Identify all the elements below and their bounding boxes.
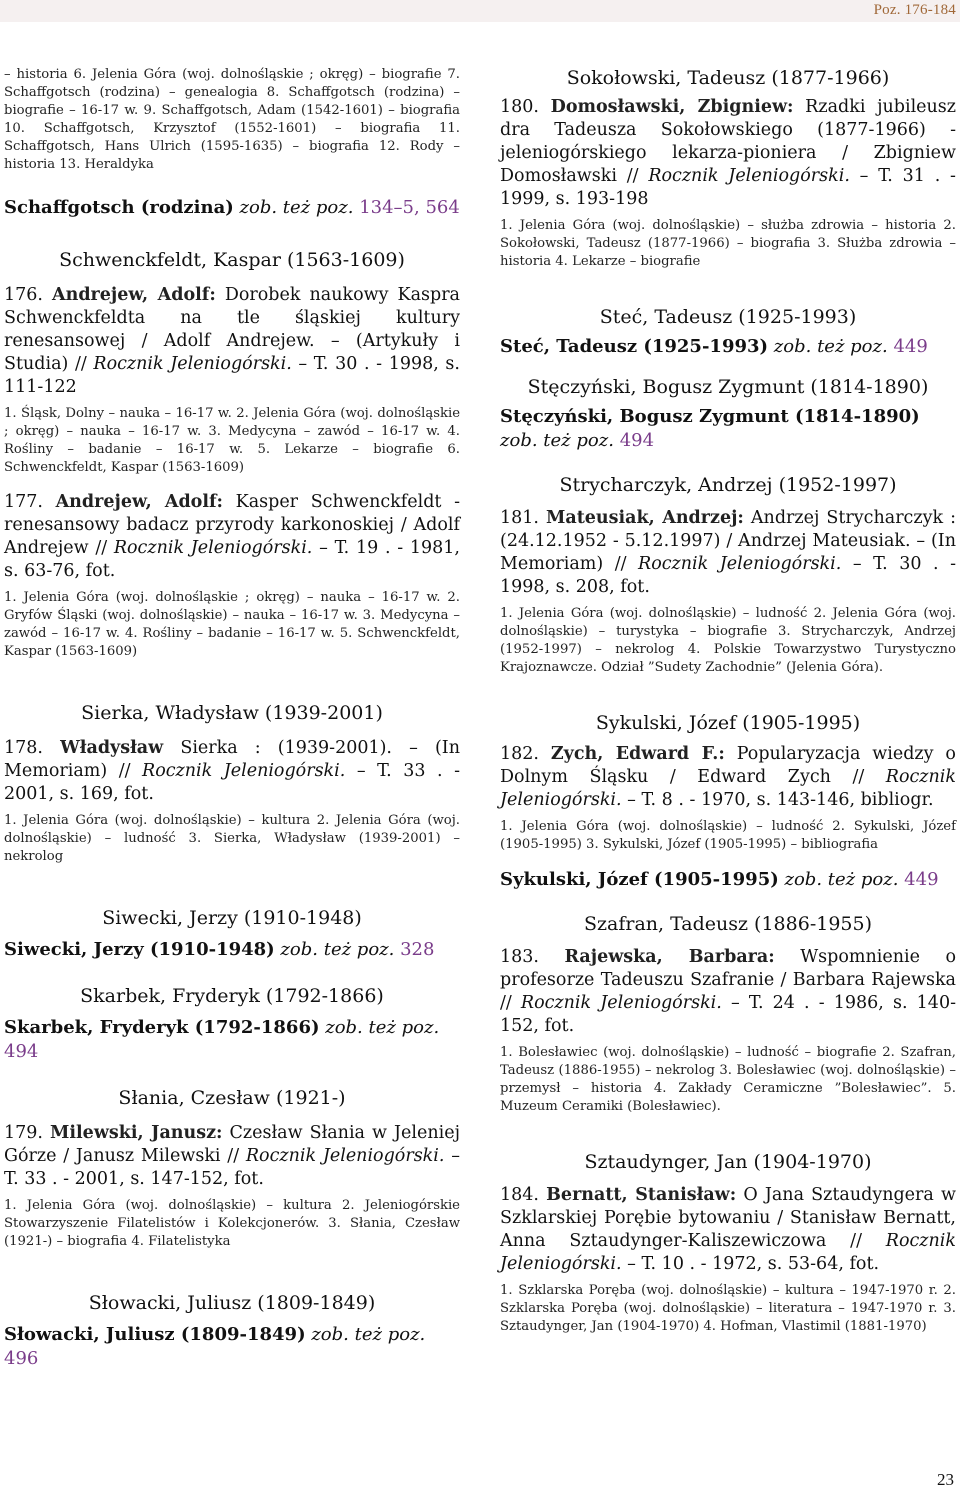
entry-author: Zych, Edward F.:	[550, 744, 725, 764]
section-title: Steć, Tadeusz (1925-1993)	[599, 306, 857, 328]
see-also-label: zob. też poz.	[325, 1017, 440, 1038]
see-also-reference[interactable]: 449	[904, 869, 939, 890]
entry-180	[500, 96, 956, 211]
entry-text: Czesław Słania w Jeleniej Górze / Janusz Milewski //	[4, 1123, 460, 1166]
entry-author: Rajewska, Barbara:	[564, 947, 775, 967]
section-sykulski	[500, 711, 956, 892]
see-also-label: zob. też poz.	[239, 197, 354, 218]
see-also-name: Siwecki, Jerzy (1910-1948)	[4, 939, 275, 960]
section-szafran	[500, 912, 956, 1116]
entry-author: Andrejew, Adolf:	[55, 492, 223, 512]
entry-text: Rzadki jubileusz dra Tadeusza Sokołowskiego (1877-1966) - jeleniogórskiego lekarza-pioniera / Zbigniew Domosławski //	[500, 97, 956, 186]
entry-number: 184.	[500, 1185, 539, 1205]
entry-number: 182.	[500, 744, 539, 764]
see-also-reference[interactable]: 494	[619, 430, 655, 451]
page-number: 23	[937, 1470, 954, 1489]
see-also-name: Steć, Tadeusz (1925-1993)	[500, 336, 769, 357]
see-also-reference[interactable]: 134–5, 564	[359, 197, 460, 218]
section-title: Stęczyński, Bogusz Zygmunt (1814-1890)	[527, 376, 929, 398]
entry-subjects: 1. Bolesławiec (woj. dolnośląskie) – ludność – biografie 2. Szafran, Tadeusz (1886-1955) – nekrolog 3. Bolesławiec (woj. dolnośląskie) – przemysł – historia 4. Zakłady Ceramiczne ”Bolesławiec”. 5. Muzeum Ceramiki (Bolesławiec).	[500, 1045, 956, 1114]
section-sierka	[4, 701, 460, 866]
section-slowacki	[4, 1291, 460, 1371]
entry-text: Popularyzacja wiedzy o Dolnym Śląsku / Edward Zych //	[500, 744, 956, 787]
section-title: Sierka, Władysław (1939-2001)	[81, 702, 383, 724]
entry-journal: Rocznik Jeleniogórski.	[648, 166, 850, 186]
see-also-label: zob. też poz.	[500, 430, 614, 451]
entry-details: – T. 8 . - 1970, s. 143-146, bibliogr.	[621, 790, 934, 810]
right-column	[500, 66, 956, 1336]
entry-author: Andrejew, Adolf:	[52, 285, 216, 305]
entry-details: – T. 33 . - 2001, s. 147-152, fot.	[4, 1146, 460, 1189]
entry-journal: Rocznik Jeleniogórski.	[638, 554, 842, 574]
entry-journal: Rocznik Jeleniogórski.	[142, 761, 346, 781]
entry-journal: Rocznik Jeleniogórski.	[500, 1231, 956, 1274]
see-also-name: Skarbek, Fryderyk (1792-1866)	[4, 1017, 320, 1038]
see-also-reference[interactable]: 496	[4, 1348, 39, 1369]
section-skarbek	[4, 984, 460, 1064]
see-also-reference[interactable]: 494	[4, 1041, 39, 1062]
entry-text: Dorobek naukowy Kaspra Schwenckfeldta na tle śląskiej kultury renesansowej / Adolf Andrejew. – (Artykuły i Studia) //	[4, 285, 460, 374]
section-title: Strycharczyk, Andrzej (1952-1997)	[559, 474, 897, 496]
see-also-name: Schaffgotsch (rodzina)	[4, 197, 234, 218]
see-also-reference[interactable]: 328	[400, 939, 435, 960]
section-title: Szafran, Tadeusz (1886-1955)	[583, 913, 873, 935]
entry-text: O Jana Sztaudyngera w Szklarskiej Porębie bytowaniu / Stanisław Bernatt, Anna Sztaudynger-Kaliszewiczowa //	[500, 1185, 956, 1251]
see-also-label: zob. też poz.	[773, 336, 888, 357]
section-siwecki	[4, 906, 460, 962]
entry-journal: Rocznik Jeleniogórski.	[93, 354, 292, 374]
section-sztaudynger	[500, 1150, 956, 1336]
entry-text: Sierka : (1939-2001). – (In Memoriam) //	[4, 738, 460, 781]
see-also-name: Słowacki, Juliusz (1809-1849)	[4, 1324, 306, 1345]
section-stec	[500, 305, 956, 359]
entry-179	[4, 1122, 460, 1191]
entry-author: Mateusiak, Andrzej:	[546, 508, 744, 528]
entry-details: – T. 24 . - 1986, s. 140-152, fot.	[500, 993, 956, 1036]
page-header-bar	[0, 0, 960, 22]
entry-number: 179.	[4, 1123, 43, 1143]
see-also-name: Sykulski, Józef (1905-1995)	[500, 869, 779, 890]
entry-184	[500, 1184, 956, 1276]
section-slania	[4, 1086, 460, 1251]
entry-author: Domosławski, Zbigniew:	[550, 97, 794, 117]
intro-subjects: – historia 6. Jelenia Góra (woj. dolnośląskie ; okręg) – biografie 7. Schaffgotsch (rodzina) – genealogia 8. Schaffgotsch (rodzina) – biografie – 16-17 w. 9. Schaffgotsch, Adam (1542-1601) – biografia 10. Schaffgotsch, Krzysztof (1552-1601) – biografia 11. Schaffgotsch, Hans Ulrich (1595-1635) – biografia 12. Rody – historia 13. Heraldyka	[4, 67, 460, 172]
section-title: Schwenckfeldt, Kaspar (1563-1609)	[59, 249, 405, 271]
entry-subjects: 1. Jelenia Góra (woj. dolnośląskie) – ludność 2. Jelenia Góra (woj. dolnośląskie) – turystyka – biografie 3. Strycharczyk, Andrzej (1952-1997) – nekrolog 4. Polskie Towarzystwo Turystyczno Krajoznawcze. Odział ”Sudety Zachodnie” (Jelenia Góra).	[500, 606, 956, 675]
section-strycharczyk	[500, 473, 956, 677]
entry-details: – T. 33 . - 2001, s. 169, fot.	[4, 761, 460, 804]
entry-subjects: 1. Szklarska Poręba (woj. dolnośląskie) – kultura – 1947-1970 r. 2. Szklarska Poręba (woj. dolnośląskie) – literatura – 1947-1970 r. 3. Sztaudynger, Jan (1904-1970) 4. Hofman, Vlastimil (1881-1970)	[500, 1283, 956, 1334]
entry-subjects: 1. Jelenia Góra (woj. dolnośląskie) – ludność 2. Sykulski, Józef (1905-1995) 3. Sykulski, Józef (1905-1995) – bibliografia	[500, 819, 956, 852]
section-title: Siwecki, Jerzy (1910-1948)	[102, 907, 362, 929]
see-also-entry	[4, 1016, 460, 1064]
entry-subjects: 1. Jelenia Góra (woj. dolnośląskie) – kultura 2. Jeleniogórskie Stowarzyszenie Filatelistów i Kolekcjonerów. 3. Słania, Czesław (1921-) – biografia 4. Filatelistyka	[4, 1198, 460, 1249]
section-title: Słowacki, Juliusz (1809-1849)	[88, 1292, 376, 1314]
entry-details: – T. 31 . - 1999, s. 193-198	[500, 166, 956, 209]
entry-subjects: 1. Jelenia Góra (woj. dolnośląskie ; okręg) – nauka – 16-17 w. 2. Gryfów Śląski (woj. dolnośląskie) – nauka – 16-17 w. 3. Medycyna – zawód – 16-17 w. 4. Rośliny – badanie – 16-17 w. 5. Schwenckfeldt, Kaspar (1563-1609)	[4, 590, 460, 659]
entry-182	[500, 743, 956, 812]
section-sokolowski	[500, 66, 956, 271]
entry-number: 178.	[4, 738, 43, 758]
entry-details: – T. 19 . - 1981, s. 63-76, fot.	[4, 538, 460, 581]
entry-text: Kasper Schwenckfeldt - renesansowy badacz przyrody karkonoskiej / Adolf Andrejew //	[4, 492, 460, 558]
entry-journal: Rocznik Jeleniogórski.	[500, 767, 956, 810]
section-title: Sokołowski, Tadeusz (1877-1966)	[566, 67, 890, 89]
entry-178	[4, 737, 460, 806]
entry-subjects: 1. Jelenia Góra (woj. dolnośląskie) – służba zdrowia – historia 2. Sokołowski, Tadeusz (1877-1966) – biografia 3. Służba zdrowia – historia 4. Lekarze – biografie	[500, 218, 956, 269]
see-also-entry	[500, 335, 956, 359]
section-title: Sztaudynger, Jan (1904-1970)	[584, 1151, 872, 1173]
entry-number: 176.	[4, 285, 43, 305]
entry-177	[4, 491, 460, 583]
section-title: Słania, Czesław (1921-)	[118, 1087, 346, 1109]
section-title: Skarbek, Fryderyk (1792-1866)	[80, 985, 384, 1007]
section-title: Sykulski, Józef (1905-1995)	[595, 712, 861, 734]
entry-text: Andrzej Strycharczyk : (24.12.1952 - 5.12.1997) / Andrzej Mateusiak. – (In Memoriam) //	[500, 508, 956, 574]
see-also-entry	[4, 938, 460, 962]
entry-subjects: 1. Śląsk, Dolny – nauka – 16-17 w. 2. Jelenia Góra (woj. dolnośląskie ; okręg) – nauka – 16-17 w. 3. Medycyna – zawód – 16-17 w. 4. Rośliny – badanie – 16-17 w. 5. Lekarze – biografie 6. Schwenckfeldt, Kaspar (1563-1609)	[4, 406, 460, 475]
entry-journal: Rocznik Jeleniogórski.	[520, 993, 722, 1013]
entry-details: – T. 10 . - 1972, s. 53-64, fot.	[621, 1254, 880, 1274]
entry-subjects: 1. Jelenia Góra (woj. dolnośląskie) – kultura 2. Jelenia Góra (woj. dolnośląskie) – ludność 3. Sierka, Władysław (1939-2001) – nekrolog	[4, 813, 460, 864]
see-also-label: zob. też poz.	[311, 1324, 426, 1345]
entry-number: 181.	[500, 508, 539, 528]
see-also-label: zob. też poz.	[784, 869, 899, 890]
see-also-entry	[4, 1323, 460, 1371]
see-also-entry	[500, 868, 956, 892]
entry-author: Bernatt, Stanisław:	[546, 1185, 737, 1205]
see-also-name: Stęczyński, Bogusz Zygmunt (1814-1890)	[500, 406, 920, 427]
entry-details: – T. 30 . - 1998, s. 111-122	[4, 354, 460, 397]
see-also-entry	[500, 405, 956, 453]
entry-text: Wspomnienie o profesorze Tadeuszu Szafranie / Barbara Rajewska //	[500, 947, 956, 1013]
entry-number: 180.	[500, 97, 539, 117]
section-steczynski	[500, 375, 956, 453]
section-schwenckfeldt	[4, 248, 460, 661]
see-also-entry	[4, 196, 460, 220]
entry-183	[500, 946, 956, 1038]
entry-author: Władysław	[60, 738, 164, 758]
entry-181	[500, 507, 956, 599]
entry-journal: Rocznik Jeleniogórski.	[113, 538, 313, 558]
entry-176	[4, 284, 460, 399]
see-also-reference[interactable]: 449	[893, 336, 928, 357]
entry-number: 177.	[4, 492, 43, 512]
see-also-label: zob. też poz.	[280, 939, 395, 960]
entry-details: – T. 30 . - 1998, s. 208, fot.	[500, 554, 956, 597]
entry-number: 183.	[500, 947, 539, 967]
entry-journal: Rocznik Jeleniogórski.	[245, 1146, 445, 1166]
entry-author: Milewski, Janusz:	[50, 1123, 223, 1143]
left-column	[4, 66, 460, 1371]
header-range-label: Poz. 176-184	[873, 2, 956, 18]
